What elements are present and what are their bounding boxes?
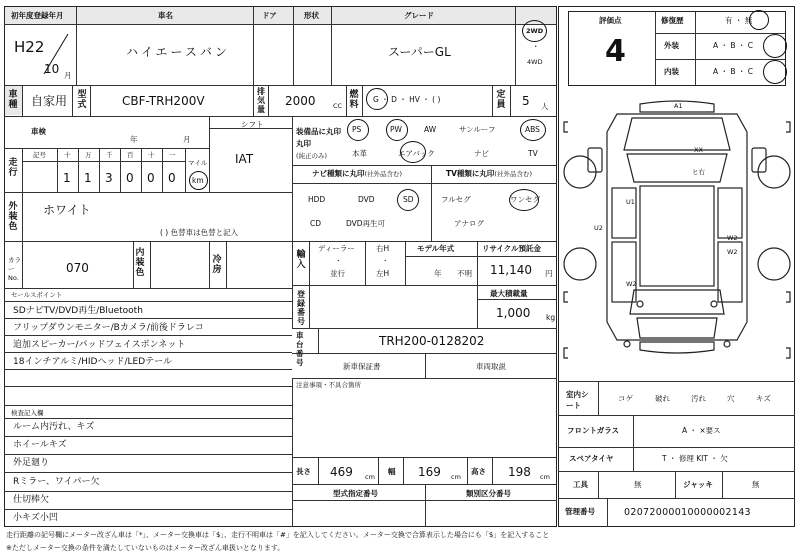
chassis-label: 車台番号 <box>296 331 304 367</box>
exterior-c-circle <box>763 34 787 58</box>
shape-header: 形状 <box>304 11 319 20</box>
model-year-unknown: 不明 <box>457 269 472 278</box>
class-label: 類別区分番号 <box>466 489 511 498</box>
sales-point-2: フリップダウンモニター/Bカメラ/前後ドラレコ <box>13 323 204 333</box>
spare-label: スペアタイヤ <box>569 454 614 463</box>
displacement-label: 排気量 <box>257 87 265 114</box>
type-label: 車種 <box>8 90 18 110</box>
equip-abs: ABS <box>525 125 540 134</box>
inspector-item: ルーム内汚れ、キズ <box>13 422 95 432</box>
digit-header: 一 <box>169 151 176 159</box>
drive-4wd: 4WD <box>527 58 543 66</box>
inspector-item: 小キズ小凹 <box>13 513 58 523</box>
mark-a1: A1 <box>674 102 683 110</box>
reg-month: 10 <box>44 62 60 76</box>
capacity-value: 5 <box>522 94 530 108</box>
seat-option-5: キズ <box>756 394 771 403</box>
seat-label: 室内シート <box>566 390 589 410</box>
mark-u2: U2 <box>594 224 603 232</box>
import-left: 左H <box>376 269 390 278</box>
shaken-year-unit: 年 <box>130 135 138 144</box>
shaken-label: 車検 <box>31 127 46 136</box>
seat-option-4: 穴 <box>727 394 735 403</box>
navi-title: ナビ種類に丸印(社外品含む) <box>312 169 403 178</box>
mileage-digit: 1 <box>63 171 71 185</box>
jack-value: 無 <box>752 480 760 489</box>
reg-label: 登録番号 <box>297 290 305 326</box>
height-unit: cm <box>540 473 550 481</box>
import-dot-2: ・ <box>382 257 389 265</box>
import-right: 右H <box>376 244 390 253</box>
width-label: 幅 <box>388 467 396 476</box>
seat-option-1: コゲ <box>618 394 633 403</box>
mileage-digit: 3 <box>105 171 113 185</box>
sales-point-1: SDナビTV/DVD再生/Bluetooth <box>13 306 143 316</box>
displacement-value: 2000 <box>285 94 316 108</box>
tools-label: 工具 <box>573 480 588 489</box>
color-no-value: 070 <box>66 261 89 275</box>
digit-header: 百 <box>127 151 134 159</box>
model-value: CBF-TRH200V <box>122 94 205 108</box>
equipment-label-2: 丸印 <box>296 139 311 148</box>
kigou-label: 記号 <box>33 151 46 159</box>
length-value: 469 <box>330 465 353 479</box>
type-value: 自家用 <box>31 94 68 108</box>
recycle-label: リサイクル預託金 <box>482 244 541 253</box>
month-unit: 月 <box>64 71 72 80</box>
equipment-sub: (純正のみ) <box>296 152 328 160</box>
grade-header: グレード <box>404 11 434 20</box>
digit-header: 十 <box>148 151 155 159</box>
car-damage-diagram <box>562 92 792 376</box>
navi-dvd: DVD <box>358 195 375 204</box>
shift-label: シフト <box>241 120 264 129</box>
max-load-unit: kg <box>546 313 556 322</box>
max-load-value: 1,000 <box>496 306 531 320</box>
footer-line-2: ※ただしメーター交換の条件を満たしていないものはメーター改ざん車扱いとなります。 <box>6 544 285 552</box>
import-dealer: ディーラー <box>318 244 355 253</box>
fuel-label: 燃料 <box>349 90 359 110</box>
height-value: 198 <box>508 465 531 479</box>
navi-dvd-play: DVD再生可 <box>346 219 386 228</box>
capacity-unit: 人 <box>541 102 549 111</box>
seat-option-3: 汚れ <box>691 394 706 403</box>
max-load-label: 最大積載量 <box>490 289 528 298</box>
mgmt-value: 02072000010000002143 <box>624 507 751 518</box>
drive-dot: ・ <box>532 42 540 51</box>
inspector-item: 仕切棒欠 <box>13 494 50 505</box>
glass-label: フロントガラス <box>567 426 620 435</box>
glass-options: A ・ ×要ス <box>682 426 721 435</box>
inspector-item: Rミラー、ワイパー欠 <box>13 476 100 487</box>
equip-ps: PS <box>352 125 362 134</box>
equip-tv: TV <box>528 149 538 158</box>
height-label: 高さ <box>471 467 486 476</box>
exterior-label: 外装色 <box>8 202 18 232</box>
manual-label: 車両取説 <box>476 362 506 371</box>
digit-header: 十 <box>64 151 71 159</box>
repair-label: 修復歴 <box>661 16 684 25</box>
chassis-value: TRH200-0128202 <box>379 334 485 348</box>
mark-w2-a: W2 <box>727 234 738 242</box>
first-reg-header: 初年度登録年月 <box>11 11 64 20</box>
equip-airbag: エアバック <box>398 149 435 158</box>
capacity-label: 定員 <box>496 90 506 110</box>
mileage-digit: 0 <box>147 171 155 185</box>
car-name-value: ハイエースバン <box>126 45 230 59</box>
navi-hdd: HDD <box>308 195 326 204</box>
mgmt-label: 管理番号 <box>565 507 595 516</box>
sales-point-3: 追加スピーカー/パッドフェイスボンネット <box>13 340 186 350</box>
mile-label: マイル <box>188 159 208 167</box>
warranty-label: 新車保証書 <box>343 362 381 371</box>
score-value: 4 <box>605 34 626 69</box>
navi-sd: SD <box>403 195 414 204</box>
equip-pw: PW <box>390 125 402 134</box>
equipment-label: 装備品に丸印 <box>296 127 341 136</box>
spare-options: T ・ 修理 KIT ・ 欠 <box>662 454 728 463</box>
recycle-unit: 円 <box>545 269 553 278</box>
equip-sunroof: サンルーフ <box>459 125 496 134</box>
km-label: km <box>192 176 204 185</box>
equip-aw: AW <box>424 125 437 134</box>
sales-points-label: セールスポイント <box>11 291 63 299</box>
shaken-month-unit: 月 <box>183 135 191 144</box>
seat-option-2: 破れ <box>655 394 670 403</box>
mark-w2-b: W2 <box>727 248 738 256</box>
interior-color-label: 内装色 <box>135 248 145 278</box>
exterior-note: ( ) 色替車は色替と記入 <box>160 228 239 237</box>
digit-header: 万 <box>85 151 92 159</box>
import-parallel: 並行 <box>330 269 345 278</box>
width-unit: cm <box>451 473 461 481</box>
tv-title: TV種類に丸印(社外品含む) <box>446 169 532 178</box>
exterior-value: ホワイト <box>43 203 91 217</box>
repair-none-circle <box>749 10 769 30</box>
recycle-value: 11,140 <box>490 263 532 277</box>
width-value: 169 <box>418 465 441 479</box>
interior-grades: A ・ B ・ C <box>713 67 754 76</box>
tv-oneseg: ワンセグ <box>510 195 540 204</box>
interior-grade-label: 内装 <box>664 67 679 76</box>
tv-fullseg: フルセグ <box>441 195 471 204</box>
exterior-grade-label: 外装 <box>664 41 679 50</box>
model-year-unit: 年 <box>434 269 442 278</box>
mark-hiright: ヒ右 <box>692 168 705 176</box>
sales-point-4: 18インチアルミ/HIDヘッド/LEDテール <box>13 357 172 367</box>
model-label: 型式 <box>77 90 87 110</box>
reg-year: H22 <box>14 38 45 56</box>
equip-leather: 本革 <box>352 149 367 158</box>
model-year-label: モデル年式 <box>417 244 455 253</box>
digit-header: 千 <box>106 151 113 159</box>
mileage-label: 走行 <box>8 158 18 178</box>
inspector-label: 検査記入欄 <box>11 409 44 417</box>
grade-value: スーパーGL <box>388 45 451 59</box>
repair-options: 有 ・ 無 <box>725 16 753 25</box>
exterior-grades: A ・ B ・ C <box>713 41 754 50</box>
tools-value: 無 <box>634 480 642 489</box>
footer-line-1: 走行距離の記号欄にメーター改ざん車は「*」、メーター交換車は「$」、走行不明車は「#」を記入してください。メーター交換で合算表示した場合にも「$」を記入すること <box>6 531 550 539</box>
inspector-item: ホイールキズ <box>13 440 67 451</box>
score-label: 評価点 <box>599 16 622 25</box>
navi-cd: CD <box>310 219 322 228</box>
import-label: 輸入 <box>296 250 306 270</box>
displacement-unit: CC <box>333 102 343 110</box>
inspector-item: 外足廻り <box>13 458 50 469</box>
mileage-digit: 1 <box>84 171 92 185</box>
cooler-label: 冷房 <box>212 255 222 275</box>
tv-analog: アナログ <box>454 219 484 228</box>
interior-c-circle <box>763 60 787 84</box>
mark-w2-c: W2 <box>626 280 637 288</box>
length-label: 長さ <box>296 467 311 476</box>
drive-2wd: 2WD <box>526 27 544 35</box>
equip-navi: ナビ <box>474 149 489 158</box>
mileage-digit: 0 <box>126 171 134 185</box>
import-dot: ・ <box>335 257 342 265</box>
mark-xx: XX <box>694 146 703 154</box>
spec-label: 型式指定番号 <box>333 489 378 498</box>
fuel-options: G ・ D ・ HV ・ ( ) <box>373 95 441 104</box>
jack-label: ジャッキ <box>683 480 713 489</box>
notes-label: 注意事項・不具合箇所 <box>296 381 361 389</box>
shift-value: IAT <box>235 152 254 166</box>
length-unit: cm <box>365 473 375 481</box>
mileage-digit: 0 <box>168 171 176 185</box>
door-header: ドア <box>262 11 277 20</box>
car-name-header: 車名 <box>158 11 173 20</box>
mark-u1: U1 <box>626 198 635 206</box>
color-no-label: カラーNo. <box>8 256 21 282</box>
